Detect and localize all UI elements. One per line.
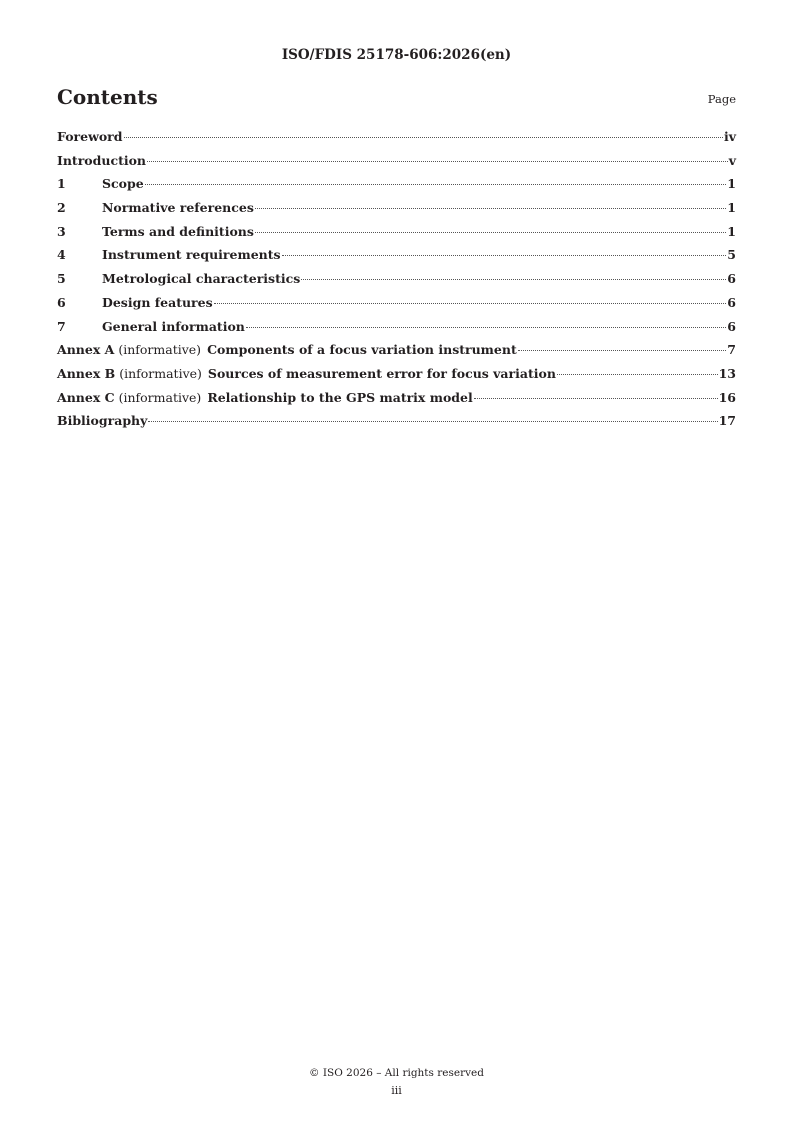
toc-entry-page: v (728, 152, 736, 168)
document-id: ISO/FDIS 25178-606:2026(en) (281, 47, 512, 63)
page-column-label: Page (707, 92, 736, 106)
page-number: iii (391, 1084, 402, 1097)
toc-entry-page: 6 (727, 271, 736, 287)
toc-entry-page: 6 (727, 294, 736, 310)
toc-entry-page: 1 (727, 176, 736, 192)
toc-entry-title: Terms and definitions (102, 223, 254, 239)
toc-entry-title: Normative references (102, 200, 254, 216)
toc-entry-title: Instrument requirements (102, 247, 281, 263)
toc-entry-page: 7 (727, 342, 736, 358)
toc-entry-number: 1 (57, 176, 66, 192)
table-of-contents (57, 129, 736, 437)
dot-leader (255, 232, 726, 233)
dot-leader (148, 421, 717, 422)
toc-entry-title: Sources of measurement error for focus variation (207, 365, 556, 381)
toc-annex-label: Annex C (57, 389, 115, 405)
toc-entry-terms-and-definitions[interactable] (57, 224, 736, 248)
toc-entry-page: 6 (727, 318, 736, 334)
copyright-notice: © ISO 2026 – All rights reserved (309, 1067, 484, 1079)
toc-entry-number: 2 (57, 200, 66, 216)
toc-entry-number: 6 (57, 294, 66, 310)
toc-entry-title: Design features (102, 294, 213, 310)
toc-entry-number: 5 (57, 271, 66, 287)
dot-leader (246, 327, 726, 328)
toc-entry-title: General information (102, 318, 245, 334)
toc-entry-title: Relationship to the GPS matrix model (207, 389, 473, 405)
contents-heading: Contents (57, 85, 158, 109)
toc-entry-number: 4 (57, 247, 66, 263)
toc-entry-number: 3 (57, 223, 66, 239)
toc-entry-design-features[interactable] (57, 295, 736, 319)
dot-leader (518, 350, 727, 351)
toc-entry-general-information[interactable] (57, 319, 736, 343)
toc-entry-number: 7 (57, 318, 66, 334)
toc-annex-label: Annex A (57, 342, 115, 358)
dot-leader (474, 398, 718, 399)
toc-entry-scope[interactable] (57, 176, 736, 200)
toc-annex-type: (informative) (118, 389, 202, 405)
toc-entry-introduction[interactable] (57, 153, 736, 177)
dot-leader (301, 279, 726, 280)
toc-entry-page: 16 (718, 389, 736, 405)
toc-entry-title: Scope (102, 176, 144, 192)
dot-leader (124, 137, 723, 138)
dot-leader (145, 184, 727, 185)
toc-annex-type: (informative) (118, 342, 202, 358)
toc-entry-title: Introduction (57, 152, 147, 168)
toc-entry-instrument-requirements[interactable] (57, 247, 736, 271)
toc-annex-type: (informative) (119, 365, 202, 381)
toc-entry-page: 13 (718, 365, 736, 381)
dot-leader (147, 161, 728, 162)
toc-entry-annex-b[interactable] (57, 366, 736, 390)
dot-leader (214, 303, 727, 304)
dot-leader (255, 208, 726, 209)
toc-entry-page: iv (723, 129, 736, 144)
toc-entry-title: Components of a focus variation instrument (207, 342, 517, 358)
dot-leader (282, 255, 727, 256)
toc-entry-page: 5 (727, 247, 736, 263)
toc-entry-title: Foreword (57, 129, 123, 144)
toc-entry-foreword[interactable] (57, 129, 736, 153)
toc-entry-bibliography[interactable] (57, 413, 736, 437)
toc-entry-title: Bibliography (57, 413, 148, 429)
toc-entry-page: 1 (727, 200, 736, 216)
toc-annex-label: Annex B (57, 365, 116, 381)
toc-entry-page: 1 (727, 223, 736, 239)
toc-entry-annex-c[interactable] (57, 390, 736, 414)
toc-entry-metrological-characteristics[interactable] (57, 271, 736, 295)
dot-leader (557, 374, 718, 375)
toc-entry-title: Metrological characteristics (102, 271, 301, 287)
toc-entry-annex-a[interactable] (57, 342, 736, 366)
toc-entry-page: 17 (718, 413, 736, 429)
toc-entry-normative-references[interactable] (57, 200, 736, 224)
